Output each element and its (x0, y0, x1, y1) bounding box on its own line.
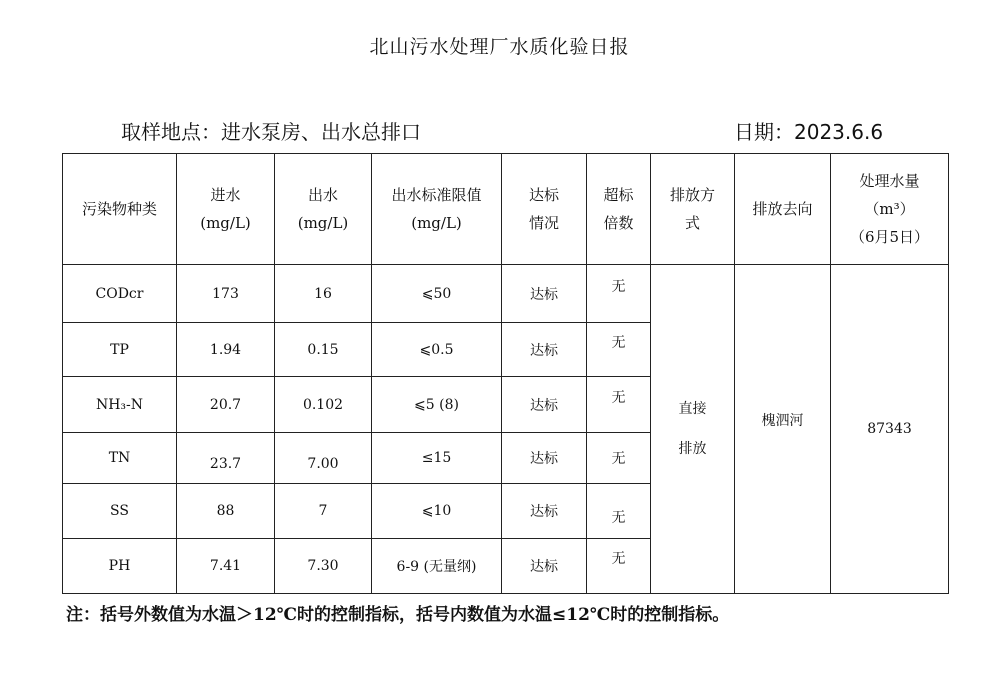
outflow-cell: 0.102 (275, 377, 372, 433)
status-cell: 达标 (502, 265, 587, 323)
inflow-cell: 23.7 (177, 433, 275, 484)
limit-cell: 6-9 (无量纲) (372, 539, 502, 594)
status-cell: 达标 (502, 539, 587, 594)
inflow-cell: 88 (177, 484, 275, 539)
inflow-cell: 20.7 (177, 377, 275, 433)
status-cell: 达标 (502, 484, 587, 539)
pollutant-cell: TP (63, 323, 177, 377)
limit-cell: ⩽5 (8) (372, 377, 502, 433)
exceed-cell: 无 (587, 265, 651, 323)
report-title: 北山污水处理厂水质化验日报 (369, 36, 630, 58)
limit-cell: ⩽0.5 (372, 323, 502, 377)
exceed-cell: 无 (587, 377, 651, 433)
discharge-destination-cell: 槐泗河 (735, 265, 831, 594)
status-cell: 达标 (502, 323, 587, 377)
water-quality-table (62, 153, 949, 594)
header-inflow: 进水 (mg/L) (177, 154, 275, 265)
limit-cell: ⩽50 (372, 265, 502, 323)
status-cell: 达标 (502, 433, 587, 484)
exceed-cell: 无 (587, 323, 651, 377)
footnote: 注：括号外数值为水温＞12℃时的控制指标，括号内数值为水温≤12℃时的控制指标。 (66, 605, 730, 625)
header-destination: 排放去向 (735, 154, 831, 265)
inflow-cell: 173 (177, 265, 275, 323)
limit-cell: ≤15 (372, 433, 502, 484)
inflow-cell: 7.41 (177, 539, 275, 594)
outflow-cell: 7.30 (275, 539, 372, 594)
header-outflow: 出水 (mg/L) (275, 154, 372, 265)
status-cell: 达标 (502, 377, 587, 433)
sampling-location: 取样地点：进水泵房、出水总排口 (121, 120, 421, 144)
outflow-cell: 0.15 (275, 323, 372, 377)
header-pollutant: 污染物种类 (63, 154, 177, 265)
header-exceed: 超标 倍数 (587, 154, 651, 265)
outflow-cell: 16 (275, 265, 372, 323)
exceed-cell: 无 (587, 539, 651, 594)
header-status: 达标 情况 (502, 154, 587, 265)
discharge-method-cell: 直接 排放 (651, 265, 735, 594)
exceed-cell: 无 (587, 484, 651, 539)
report-date: 日期：2023.6.6 (734, 120, 884, 144)
limit-cell: ⩽10 (372, 484, 502, 539)
pollutant-cell: CODcr (63, 265, 177, 323)
pollutant-cell: SS (63, 484, 177, 539)
header-volume: 处理水量 （m³） （6月5日） (831, 154, 949, 265)
outflow-cell: 7 (275, 484, 372, 539)
pollutant-cell: TN (63, 433, 177, 484)
table-row (63, 265, 949, 323)
outflow-cell: 7.00 (275, 433, 372, 484)
header-row (63, 154, 949, 265)
exceed-cell: 无 (587, 433, 651, 484)
header-method: 排放方 式 (651, 154, 735, 265)
header-limit: 出水标准限值 (mg/L) (372, 154, 502, 265)
treated-volume-cell: 87343 (831, 265, 949, 594)
pollutant-cell: NH₃-N (63, 377, 177, 433)
pollutant-cell: PH (63, 539, 177, 594)
inflow-cell: 1.94 (177, 323, 275, 377)
